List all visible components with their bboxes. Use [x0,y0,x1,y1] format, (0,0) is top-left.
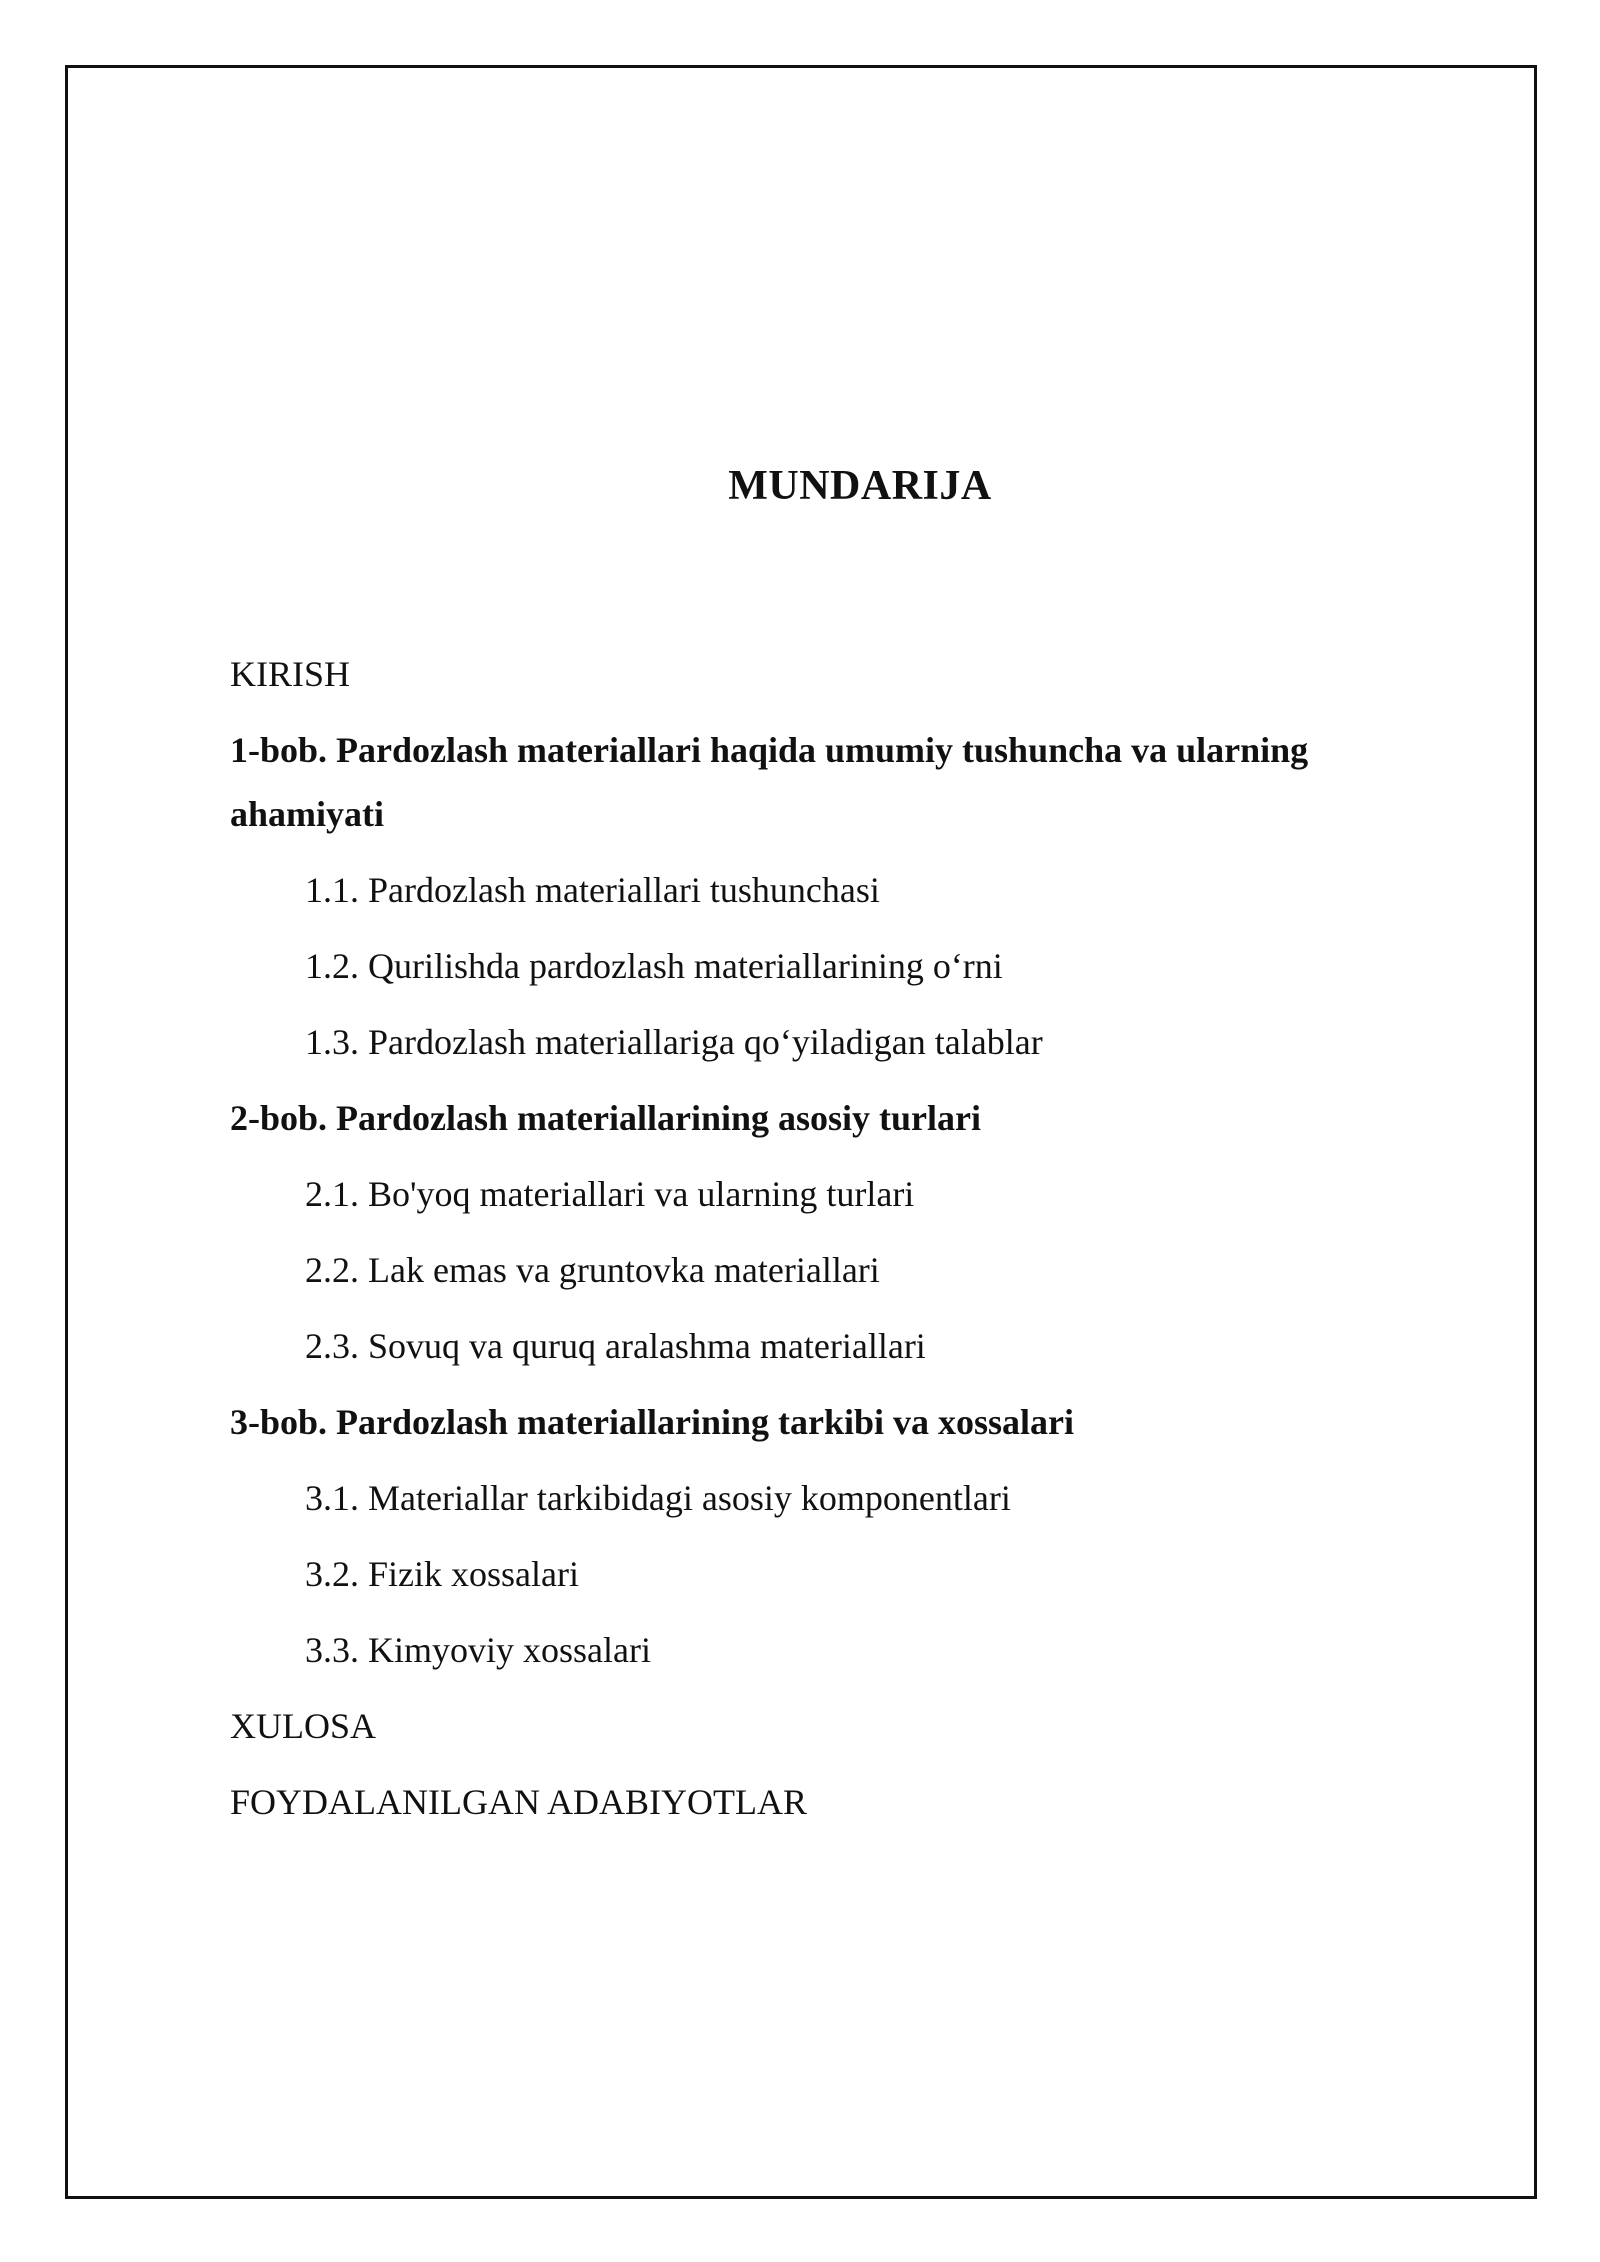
toc-section-1-3: 1.3. Pardozlash materiallariga qo‘yiladigan talablar [305,1022,1043,1062]
toc-section-3-3: 3.3. Kimyoviy xossalari [305,1630,651,1670]
table-of-contents [230,642,1400,1846]
toc-section-2-1: 2.1. Bo'yoq materiallari va ularning turlari [305,1174,915,1214]
toc-section-1-1: 1.1. Pardozlash materiallari tushunchasi [305,870,880,910]
toc-section-3-1: 3.1. Materiallar tarkibidagi asosiy komponentlari [305,1478,1011,1518]
toc-section-3-2: 3.2. Fizik xossalari [305,1554,579,1594]
toc-section-2-2: 2.2. Lak emas va gruntovka materiallari [305,1250,880,1290]
toc-entry-references: FOYDALANILGAN ADABIYOTLAR [230,1782,807,1822]
toc-chapter-1: 1-bob. Pardozlash materiallari haqida umumiy tushuncha va ularning ahamiyati [230,730,1309,834]
toc-chapter-2: 2-bob. Pardozlash materiallarining asosiy turlari [230,1098,981,1138]
toc-entry-introduction: KIRISH [230,654,351,694]
toc-entry-conclusion: XULOSA [230,1706,377,1746]
page-title: MUNDARIJA [728,463,992,509]
toc-section-2-3: 2.3. Sovuq va quruq aralashma materiallari [305,1326,926,1366]
toc-section-1-2: 1.2. Qurilishda pardozlash materiallarining o‘rni [305,946,1003,986]
toc-chapter-3: 3-bob. Pardozlash materiallarining tarkibi va xossalari [230,1402,1075,1442]
